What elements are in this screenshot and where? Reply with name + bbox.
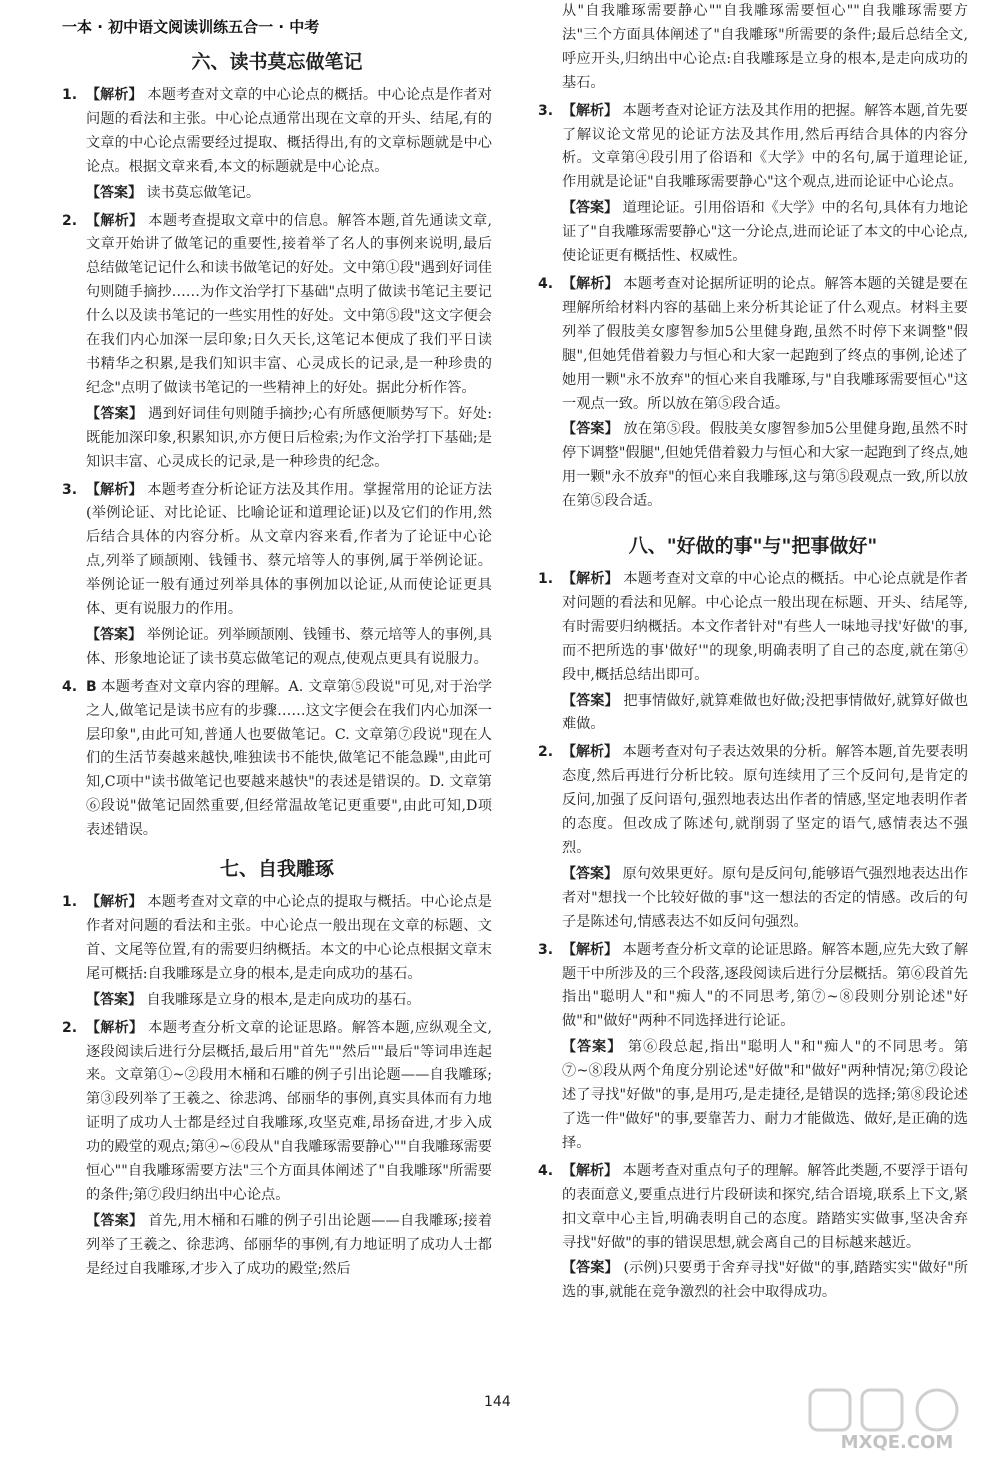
analysis-text: 本题考查分析文章的论证思路。解答本题,应纵观全文,逐段阅读后进行分层概括,最后用"首先""然后""最后"等词串连起来。文章第①~②段用木桶和石雕的例子引出论题——自我雕琢;第③段列举了王羲之、徐悲鸿、邰丽华的事例,真实具体而有力地证明了成功人士都是经过自我雕琢,攻坚克难,昂扬奋进,才步入成功的殿堂的观点;第④~⑥段从"自我雕琢需要静心""自我雕琢需要恒心""自我雕琢需要方法"三个方面具体阐述了"自我雕琢"所需要的条件;第⑦段归纳出中心论点。 — [86, 1019, 493, 1203]
analysis-label: 【解析】 — [562, 571, 619, 588]
answer-item — [62, 891, 492, 987]
analysis-label: 【解析】 — [562, 941, 619, 958]
item-number: 3. — [538, 102, 554, 119]
answer-item — [62, 479, 492, 622]
answer-label: 【答案】 — [86, 184, 142, 201]
answer-text: 遇到好词佳句则随手摘抄;心有所感便顺势写下。好处:既能加深印象,积累知识,亦方便日后检索;为作文治学打下基础;是知识丰富、心灵成长的记录,是一种珍贵的纪念。 — [86, 405, 492, 470]
watermark-logo — [802, 1386, 992, 1454]
answer-line — [538, 197, 968, 269]
answer-line — [62, 624, 492, 672]
watermark-text: MXQE.COM — [840, 1432, 954, 1453]
item-number: 1. — [538, 571, 554, 588]
page-number: 144 — [484, 1394, 511, 1410]
item-number: 4. — [62, 678, 78, 695]
answer-line — [62, 403, 492, 475]
analysis-text: 本题考查对文章的中心论点的概括。中心论点就是作者对问题的看法和见解。中心论点一般出现在标题、开头、结尾等,有时需要归纳概括。本文作者针对"有些人一味地寻找'好做'的事,而不把所选的事'做好'"的现象,明确表明了自己的态度,就在第④段中,概括总结出即可。 — [562, 571, 968, 683]
item-number: 4. — [538, 275, 554, 292]
running-header: 一本 · 初中语文阅读训练五合一 · 中考 — [62, 18, 320, 36]
answer-label: 【答案】 — [562, 692, 619, 709]
section-title-8: 八、"好做的事"与"把事做好" — [628, 535, 878, 558]
answer-item — [62, 210, 492, 401]
answer-label: 【答案】 — [562, 1260, 619, 1277]
choice-answer: B — [86, 678, 97, 695]
answer-text: 首先,用木桶和石雕的例子引出论题——自我雕琢;接着列举了王羲之、徐悲鸿、邰丽华的事例,有力地证明了成功人士都是经过自我雕琢,才步入了成功的殿堂;然后 — [86, 1212, 493, 1277]
answer-label: 【答案】 — [562, 1039, 623, 1056]
answer-line — [538, 418, 968, 514]
answer-label: 【答案】 — [562, 200, 619, 217]
analysis-label: 【解析】 — [86, 87, 143, 103]
answer-item — [62, 84, 492, 180]
analysis-label: 【解析】 — [86, 894, 143, 911]
analysis-text: 本题考查对文章内容的理解。A. 文章第⑤段说"可见,对于治学之人,做笔记是读书应有的步骤……这文字便会在我们内心加深一层印象",由此可知,普通人也要做笔记。C. 文章第⑦段说"现在人们的生活节奏越来越快,唯独读书不能快,做笔记不能急躁",由此可知,C项中"读书做笔记也要越来越快"的表述是错误的。D. 文章第⑥段说"做笔记固然重要,但经常温故笔记更重要",由此可知,D项表述错误。 — [86, 678, 492, 839]
answer-label: 【答案】 — [86, 1212, 144, 1229]
answer-text: 自我雕琢是立身的根本,是走向成功的基石。 — [146, 991, 421, 1008]
answer-item — [538, 939, 968, 1035]
analysis-label: 【解析】 — [86, 212, 144, 229]
item-number: 2. — [538, 744, 554, 761]
answer-label: 【答案】 — [86, 626, 143, 643]
analysis-label: 【解析】 — [562, 275, 619, 292]
answer-line — [538, 863, 968, 935]
analysis-text: 本题考查对论据所证明的论点。解答本题的关键是要在理解所给材料内容的基础上来分析其论证了什么观点。材料主要列举了假肢美女廖智参加5公里健身跑,虽然不时停下来调整"假腿",但她凭借着毅力与恒心和大家一起跑到了终点的事例,论述了她用一颗"永不放弃"的恒心来自我雕琢,与"自我雕琢需要恒心"这一观点一致。所以放在第⑤段合适。 — [562, 275, 968, 412]
item-number: 2. — [62, 1019, 78, 1036]
analysis-text: 本题考查分析论证方法及其作用。掌握常用的论证方法(举例论证、对比论证、比喻论证和道理论证)以及它们的作用,然后结合具体的内容分析。从文章内容来看,作者为了论证中心论点,列举了顾颉刚、钱锺书、蔡元培等人的事例,属于举例论证。举例论证一般有通过列举具体的事例加以论证,从而使论证更具体、更有说服力的作用。 — [86, 481, 492, 618]
answer-line — [62, 1210, 492, 1282]
answer-item — [538, 273, 968, 416]
item-number: 3. — [62, 481, 78, 498]
answer-text: 举例论证。列举顾颉刚、钱锺书、蔡元培等人的事例,具体、形象地论证了读书莫忘做笔记的观点,使观点更具有说服力。 — [86, 626, 493, 667]
answer-item — [62, 676, 492, 843]
answer-item — [538, 100, 968, 196]
answer-text: 道理论证。引用俗语和《大学》中的名句,具体有力地论证了"自我雕琢需要静心"这一分论点,进而论证了本文的中心论点,使论证更有概括性、权威性。 — [562, 200, 969, 265]
item-number: 2. — [62, 212, 78, 229]
analysis-text: 本题考查对重点句子的理解。解答此类题,不要浮于语句的表面意义,要重点进行片段研读和探究,结合语境,联系上下文,紧扣文章中心主旨,明确表明自己的态度。踏踏实实做事,坚决舍弃寻找"好做"的事的错误思想,就会离自己的目标越来越近。 — [562, 1162, 969, 1251]
answer-line — [62, 989, 492, 1013]
answer-text: (示例)只要勇于舍弃寻找"好做"的事,踏踏实实"做好"所选的事,就能在竞争激烈的社会中取得成功。 — [562, 1260, 969, 1301]
answer-line — [538, 1036, 968, 1156]
analysis-label: 【解析】 — [562, 102, 619, 119]
continued-text: 从"自我雕琢需要静心""自我雕琢需要恒心""自我雕琢需要方法"三个方面具体阐述了"自我雕琢"所需要的条件;最后总结全文,呼应开头,归纳出中心论点:自我雕琢是立身的根本,是走向成功的基石。 — [562, 3, 968, 91]
analysis-label: 【解析】 — [86, 1019, 144, 1036]
analysis-text: 本题考查提取文章中的信息。解答本题,首先通读文章,文章开始讲了做笔记的重要性,接着举了名人的事例来说明,最后总结做笔记记什么和读书做笔记的好处。文中第①段"遇到好词佳句则随手摘抄……为作文治学打下基础"点明了做读书笔记主要记什么以及读书笔记的一些实用性的好处。文中第⑤段"这文字便会在我们内心加深一层印象;日久天长,这笔记本便成了我们平日读书精华之积累,是我们知识丰富、心灵成长的记录,是一种珍贵的纪念"点明了做读书笔记的一些精神上的好处。据此分析作答。 — [86, 212, 493, 396]
answer-item — [538, 741, 968, 861]
analysis-label: 【解析】 — [86, 481, 143, 498]
answer-item — [538, 568, 968, 688]
analysis-text: 本题考查分析文章的论证思路。解答本题,应先大致了解题干中所涉及的三个段落,逐段阅读后进行分层概括。第⑥段首先指出"聪明人"和"痴人"的不同思考,第⑦~⑧段则分别论述"好做"和"做好"两种不同选择进行论证。 — [562, 941, 969, 1030]
right-column — [538, 0, 968, 1309]
analysis-label: 【解析】 — [562, 1162, 619, 1179]
analysis-label: 【解析】 — [562, 744, 619, 761]
answer-text: 放在第⑤段。假肢美女廖智参加5公里健身跑,虽然不时停下调整"假腿",但她凭借着毅力与恒心和大家一起跑到了终点,她用一颗"永不放弃"的恒心来自我雕琢,这与第⑤段观点一致,所以放在第⑤段合适。 — [562, 421, 969, 510]
left-column — [62, 42, 492, 1286]
answer-line — [538, 690, 968, 738]
answer-line — [62, 182, 492, 206]
item-number: 1. — [62, 894, 78, 911]
answer-item — [62, 1017, 492, 1208]
analysis-text: 本题考查对文章的中心论点的提取与概括。中心论点是作者对问题的看法和主张。中心论点一般出现在文章的标题、文首、文尾等位置,有的需要归纳概括。本文的中心论点根据文章末尾可概括:自我雕琢是立身的根本,是走向成功的基石。 — [86, 894, 492, 982]
answer-label: 【答案】 — [86, 405, 144, 422]
item-number: 3. — [538, 941, 554, 958]
answer-text: 读书莫忘做笔记。 — [146, 184, 261, 201]
answer-item — [538, 1160, 968, 1256]
section-title-6: 六、读书莫忘做笔记 — [191, 51, 363, 73]
analysis-text: 本题考查对句子表达效果的分析。解答本题,首先要表明态度,然后再进行分析比较。原句连续用了三个反问句,是肯定的反问,加强了反问语句,强烈地表达出作者的情感,坚定地表明作者的态度。但改成了陈述句,就削弱了坚定的语气,感情表达不强烈。 — [562, 744, 969, 856]
answer-text: 把事情做好,就算难做也好做;没把事情做好,就算好做也难做。 — [562, 692, 969, 733]
answer-text: 第⑥段总起,指出"聪明人"和"痴人"的不同思考。第⑦~⑧段从两个角度分别论述"好做"和"做好"两种情况;第⑦段论述了寻找"好做"的事,是用巧,是走捷径,是错误的选择;第⑧段论述了选一件"做好"的事,要靠苦力、耐力才能做选、做好,是正确的选择。 — [562, 1039, 969, 1151]
analysis-text: 本题考查对论证方法及其作用的把握。解答本题,首先要了解议论文常见的论证方法及其作用,然后再结合具体的内容分析。文章第④段引用了俗语和《大学》中的名句,属于道理论证,作用就是论证"自我雕琢需要静心"这个观点,进而论证中心论点。 — [562, 102, 969, 191]
item-number: 1. — [62, 87, 78, 103]
answer-label: 【答案】 — [562, 865, 619, 882]
analysis-text: 本题考查对文章的中心论点的概括。中心论点是作者对问题的看法和主张。中心论点通常出现在文章的开头、结尾,有的文章的中心论点需要经过提取、概括得出,有的文章标题就是中心论点。根据文章来看,本文的标题就是中心论点。 — [86, 87, 492, 175]
answer-line — [538, 1257, 968, 1305]
answer-label: 【答案】 — [86, 991, 142, 1008]
section-title-7: 七、自我雕琢 — [219, 858, 334, 881]
answer-label: 【答案】 — [562, 421, 619, 438]
answer-text: 原句效果更好。原句是反问句,能够语气强烈地表达出作者对"想找一个比较好做的事"这一想法的否定的情感。改后的句子是陈述句,情感表达不如反问句强烈。 — [562, 865, 969, 930]
item-number: 4. — [538, 1162, 554, 1179]
